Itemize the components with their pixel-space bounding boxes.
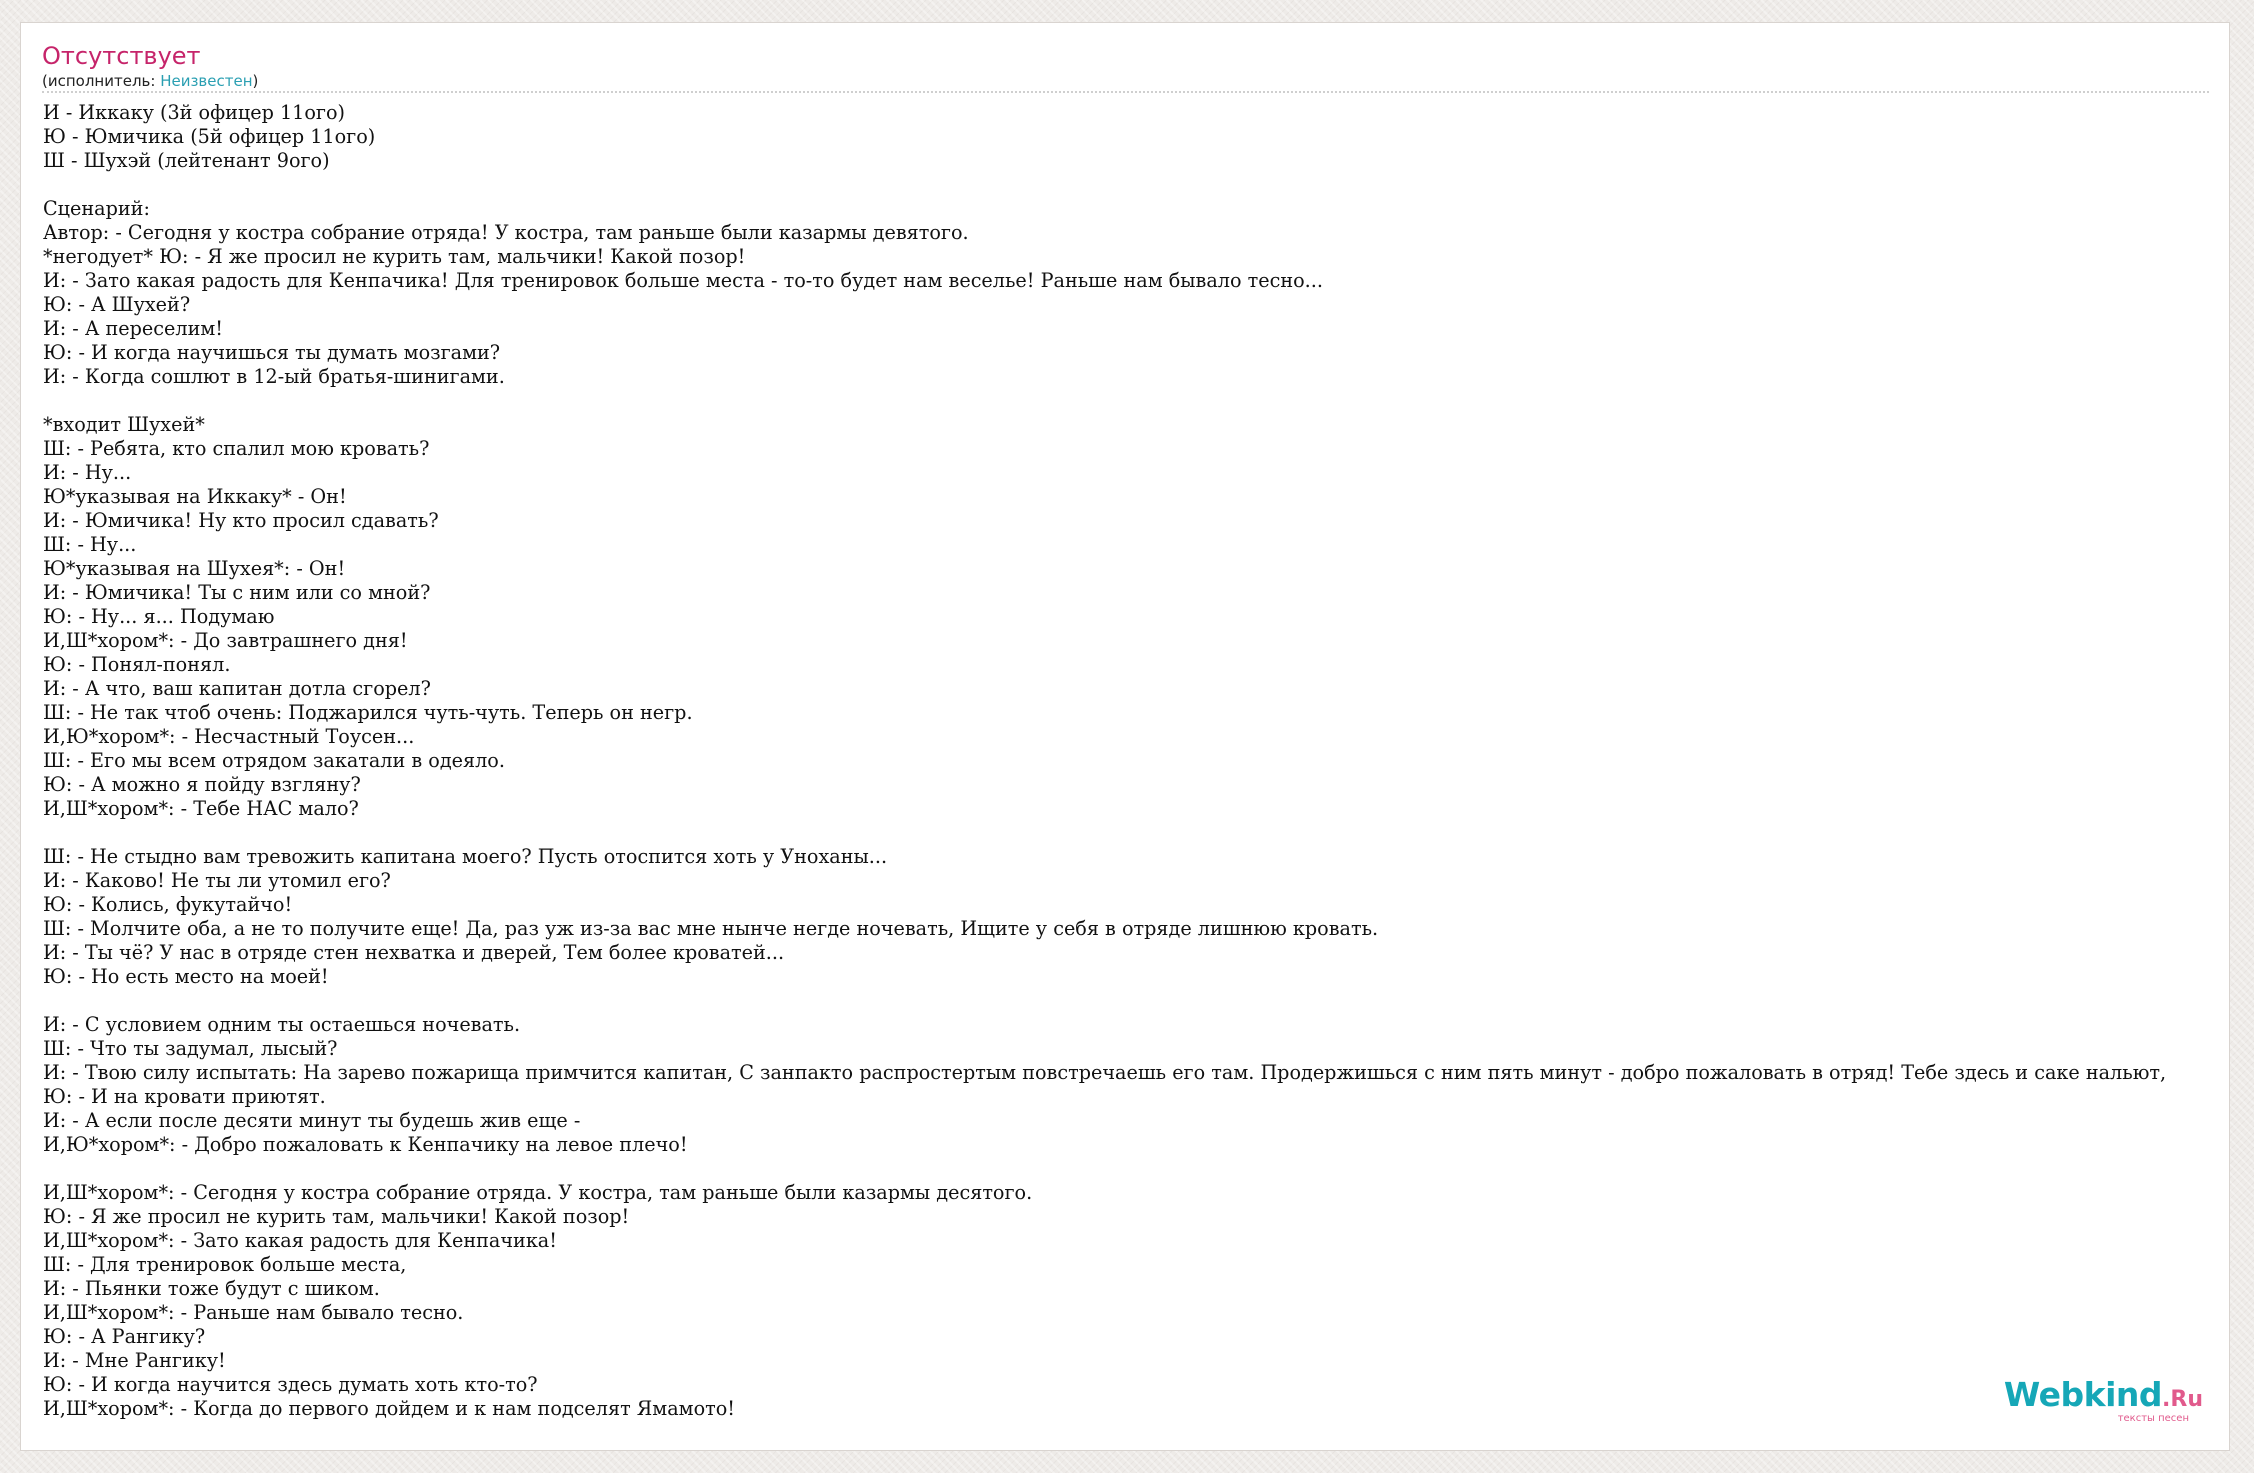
lyric-line: Ю*указывая на Шухея*: - Он! bbox=[43, 557, 346, 580]
page-sheet bbox=[20, 22, 2230, 1451]
lyric-line: Ю*указывая на Иккаку* - Он! bbox=[43, 485, 347, 508]
lyric-line: И,Ш*хором*: - Тебе НАС мало? bbox=[43, 797, 359, 820]
lyric-line: И: - Каково! Не ты ли утомил его? bbox=[43, 869, 391, 892]
lyric-line: И: - А что, ваш капитан дотла сгорел? bbox=[43, 677, 431, 700]
logo-tagline: тексты песен bbox=[2117, 1413, 2189, 1424]
lyric-line: И: - Мне Рангику! bbox=[43, 1349, 226, 1372]
lyric-line bbox=[43, 989, 2230, 1013]
lyric-line: И: - Когда сошлют в 12-ый братья-шинигами. bbox=[43, 365, 505, 388]
lyric-line: Ш: - Его мы всем отрядом закатали в одеяло. bbox=[43, 749, 505, 772]
lyric-line: И: - Пьянки тоже будут с шиком. bbox=[43, 1277, 380, 1300]
lyric-line: Ю: - А Шухей? bbox=[43, 293, 191, 316]
lyric-line: Ш: - Не стыдно вам тревожить капитана моего? Пусть отоспится хоть у Уноханы... bbox=[43, 845, 888, 868]
lyric-line: И,Ю*хором*: - Добро пожаловать к Кенпачику на левое плечо! bbox=[43, 1133, 688, 1156]
lyric-line: Автор: - Сегодня у костра собрание отряда! У костра, там раньше были казармы девятого. bbox=[43, 221, 969, 244]
lyric-line: Ю - Юмичика (5й офицер 11ого) bbox=[43, 125, 376, 148]
lyric-line: Ш: - Что ты задумал, лысый? bbox=[43, 1037, 338, 1060]
lyric-line: И,Ш*хором*: - Зато какая радость для Кенпачика! bbox=[43, 1229, 557, 1252]
performer-line bbox=[42, 71, 2209, 91]
performer-link[interactable]: Неизвестен bbox=[160, 72, 253, 90]
lyric-line: Ю: - Ну... я... Подумаю bbox=[43, 605, 275, 628]
lyric-line: Ш: - Для тренировок больше места, bbox=[43, 1253, 407, 1276]
lyric-line: И: - Зато какая радость для Кенпачика! Для тренировок больше места - то-то будет нам веселье! Раньше нам бывало тесно... bbox=[43, 269, 1323, 292]
lyric-line: И: - Юмичика! Ты с ним или со мной? bbox=[43, 581, 431, 604]
lyric-line: И: - Твою силу испытать: На зарево пожарища примчится капитан, С занпакто распростертым повстречаешь его там. Продержишься с ним пять минут - добро пожаловать в отряд! Тебе здесь и саке нальют, bbox=[43, 1061, 2167, 1084]
logo-suffix: .Ru bbox=[2162, 1387, 2203, 1412]
lyric-line: Ю: - Понял-понял. bbox=[43, 653, 231, 676]
lyric-line: Ш - Шухэй (лейтенант 9ого) bbox=[43, 149, 330, 172]
lyric-line: И,Ш*хором*: - Когда до первого дойдем и к нам подселят Ямамото! bbox=[43, 1397, 736, 1420]
lyric-line: Ю: - Но есть место на моей! bbox=[43, 965, 329, 988]
lyric-line bbox=[43, 173, 2230, 197]
lyric-line: И: - Ну... bbox=[43, 461, 132, 484]
lyric-line: И: - Ты чё? У нас в отряде стен нехватка и дверей, Тем более кроватей... bbox=[43, 941, 785, 964]
lyric-line: Ш: - Ну... bbox=[43, 533, 137, 556]
lyric-line: Сценарий: bbox=[43, 197, 150, 220]
lyric-line: Ю: - А можно я пойду взгляну? bbox=[43, 773, 361, 796]
lyric-line: Ю: - Колись, фукутайчо! bbox=[43, 893, 293, 916]
performer-prefix: (исполнитель: bbox=[42, 72, 161, 90]
lyrics-text bbox=[43, 101, 2230, 1421]
webkind-logo[interactable] bbox=[1993, 1375, 2203, 1424]
lyric-line: Ш: - Молчите оба, а не то получите еще! Да, раз уж из-за вас мне нынче негде ночевать, Ищите у себя в отряде лишнюю кровать. bbox=[43, 917, 1379, 940]
lyric-line: И: - Юмичика! Ну кто просил сдавать? bbox=[43, 509, 439, 532]
lyric-line: И,Ю*хором*: - Несчастный Тоусен... bbox=[43, 725, 415, 748]
performer-suffix: ) bbox=[252, 72, 259, 90]
lyric-line bbox=[43, 821, 2230, 845]
lyric-line bbox=[43, 1157, 2230, 1181]
lyric-line: И,Ш*хором*: - Раньше нам бывало тесно. bbox=[43, 1301, 464, 1324]
lyric-line: Ю: - И на кровати приютят. bbox=[43, 1085, 326, 1108]
lyric-line: И - Иккаку (3й офицер 11ого) bbox=[43, 101, 346, 124]
lyric-line: Ш: - Ребята, кто спалил мою кровать? bbox=[43, 437, 430, 460]
lyric-line: Ю: - И когда научишься ты думать мозгами? bbox=[43, 341, 501, 364]
lyric-line bbox=[43, 389, 2230, 413]
lyric-line: И,Ш*хором*: - До завтрашнего дня! bbox=[43, 629, 408, 652]
lyric-line: Ю: - А Рангику? bbox=[43, 1325, 206, 1348]
lyric-line: *входит Шухей* bbox=[43, 413, 205, 436]
lyric-line: *негодует* Ю: - Я же просил не курить там, мальчики! Какой позор! bbox=[43, 245, 746, 268]
song-header bbox=[42, 41, 2209, 93]
logo-wordmark bbox=[1993, 1375, 2203, 1417]
lyric-line: Ю: - И когда научится здесь думать хоть кто-то? bbox=[43, 1373, 538, 1396]
lyric-line: Ш: - Не так чтоб очень: Поджарился чуть-чуть. Теперь он негр. bbox=[43, 701, 693, 724]
lyric-line: И: - С условием одним ты остаешься ночевать. bbox=[43, 1013, 521, 1036]
song-title: Отсутствует bbox=[42, 42, 201, 70]
logo-name: Webkind bbox=[2003, 1375, 2163, 1414]
lyric-line: И,Ш*хором*: - Сегодня у костра собрание отряда. У костра, там раньше были казармы десятого. bbox=[43, 1181, 1033, 1204]
lyric-line: И: - А если после десяти минут ты будешь жив еще - bbox=[43, 1109, 581, 1132]
lyric-line: И: - А переселим! bbox=[43, 317, 224, 340]
lyric-line: Ю: - Я же просил не курить там, мальчики! Какой позор! bbox=[43, 1205, 630, 1228]
